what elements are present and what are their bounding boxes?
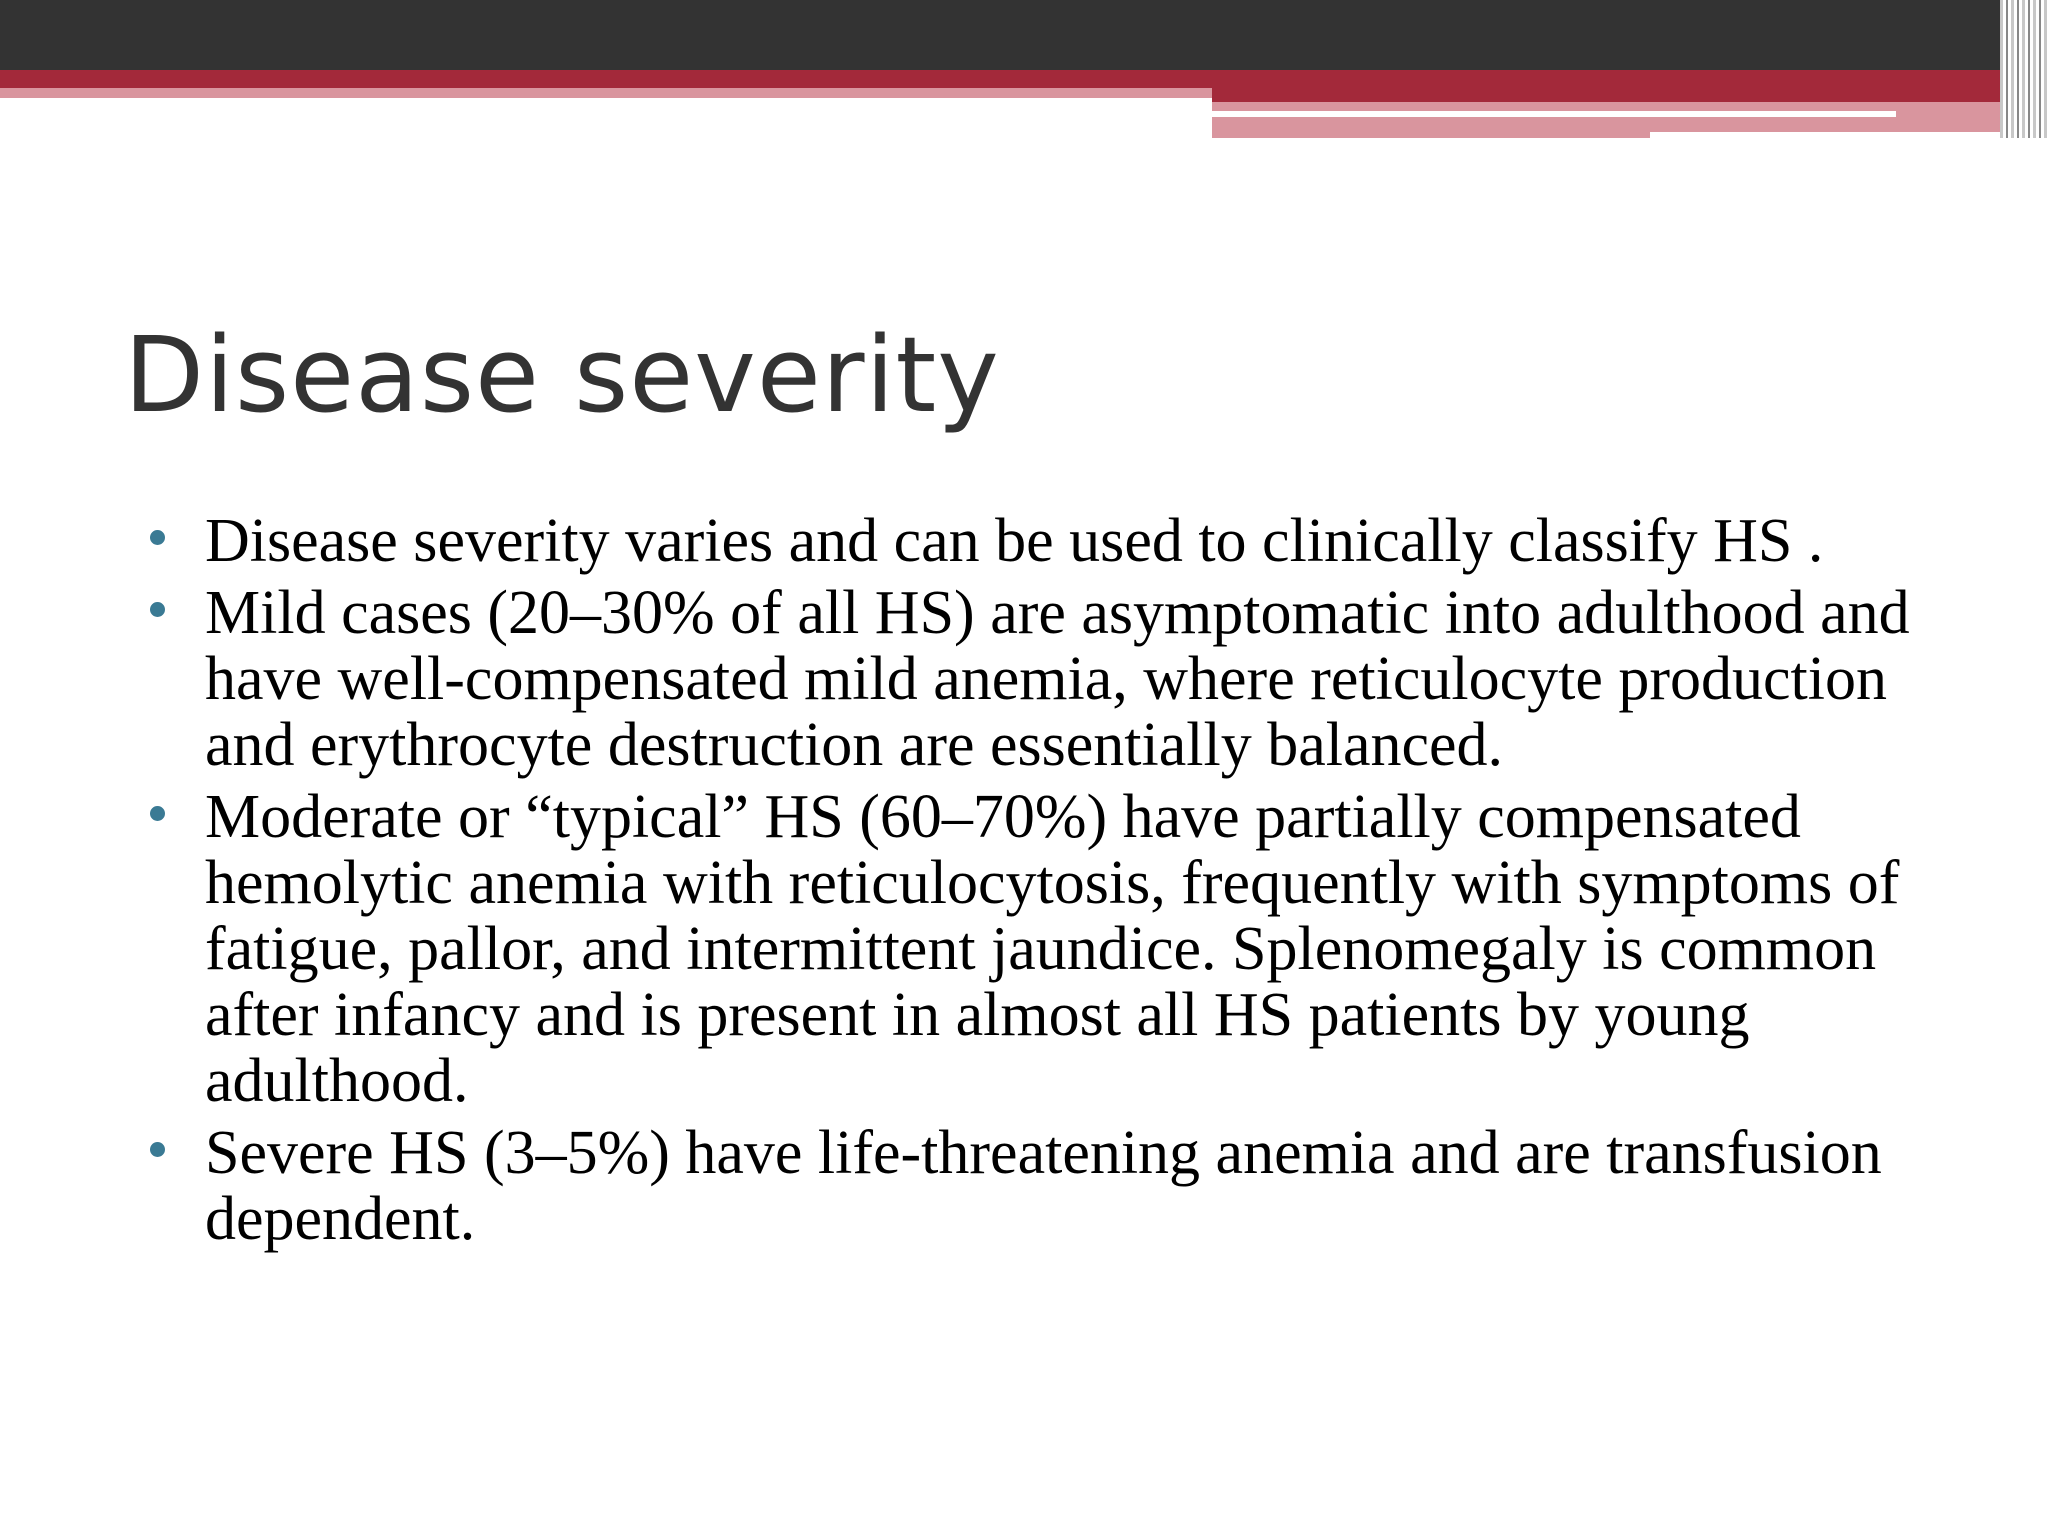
bullet-item <box>150 1120 1950 1252</box>
header-white-step <box>1650 132 2000 138</box>
bullet-item <box>150 784 1950 1114</box>
bullet-dot-icon <box>150 806 165 821</box>
bullet-text: Severe HS (3–5%) have life-threatening anemia and are transfusion dependent. <box>205 1119 1882 1253</box>
bullet-dot-icon <box>150 530 165 545</box>
slide-title: Disease severity <box>124 314 1000 436</box>
header-red-band-left <box>0 70 1212 88</box>
bullet-list <box>150 508 1950 1258</box>
bullet-item <box>150 580 1950 778</box>
header-white-line <box>1212 111 1896 117</box>
header-red-band-right <box>1212 70 2000 102</box>
bullet-text: Moderate or “typical” HS (60–70%) have partially compensated hemolytic anemia with reticulocytosis, frequently with symptoms of fatigue, pallor, and intermittent jaundice. Splenomegaly is common after infancy and is present in almost all HS patients by young adulthood. <box>205 783 1900 1115</box>
header-edge-stripes <box>2000 0 2048 138</box>
bullet-dot-icon <box>150 602 165 617</box>
header-pink-band-left <box>0 88 1212 98</box>
bullet-text: Disease severity varies and can be used to clinically classify HS . <box>205 507 1824 575</box>
bullet-dot-icon <box>150 1142 165 1157</box>
bullet-item <box>150 508 1950 574</box>
bullet-text: Mild cases (20–30% of all HS) are asymptomatic into adulthood and have well-compensated mild anemia, where reticulocyte production and erythrocyte destruction are essentially balanced. <box>205 579 1910 779</box>
header-dark-band <box>0 0 2048 70</box>
